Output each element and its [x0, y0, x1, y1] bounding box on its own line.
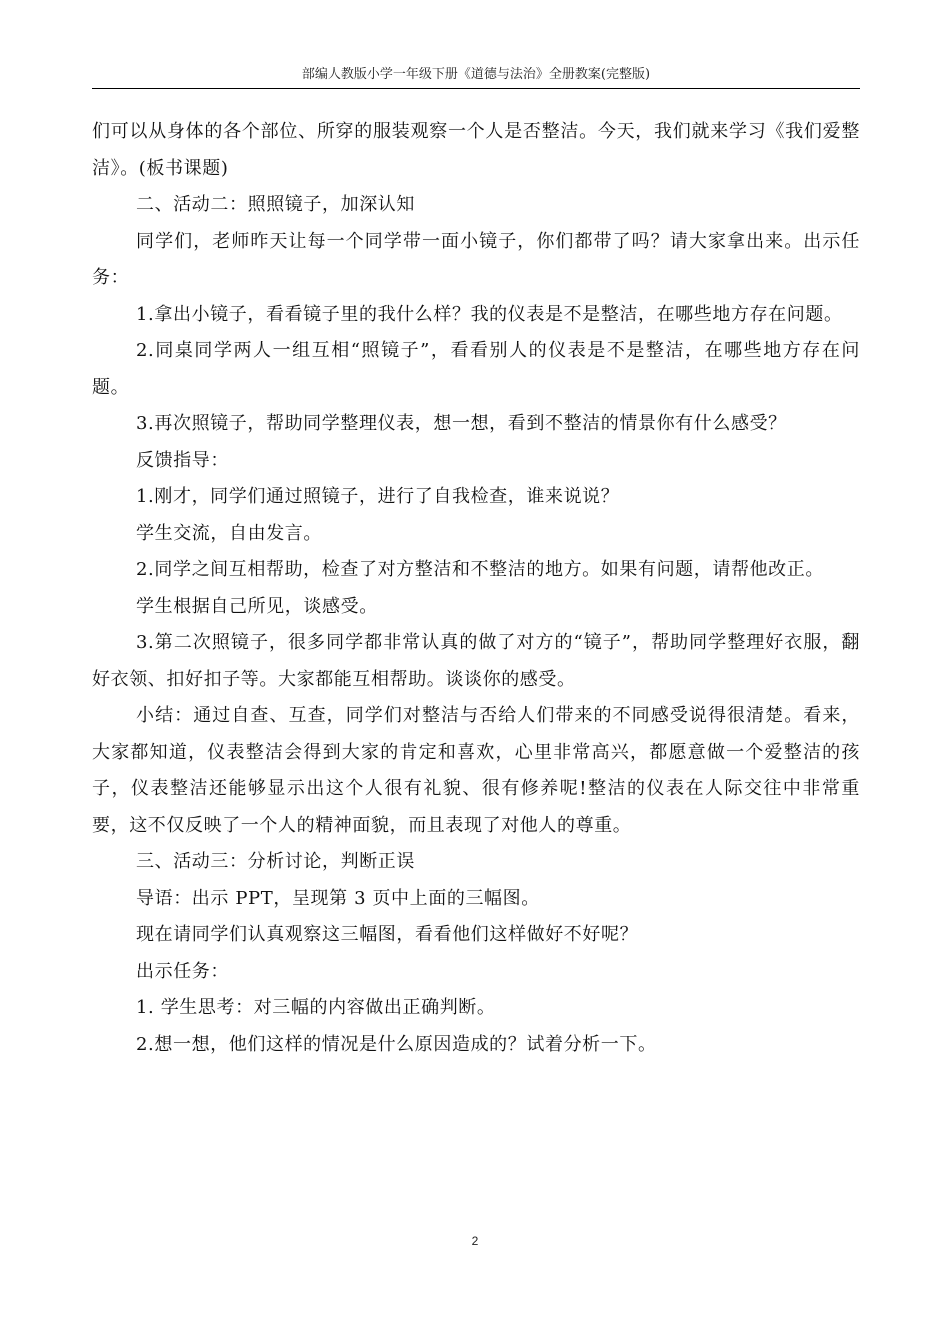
section-heading-activity-2: 二、活动二：照照镜子，加深认知: [136, 194, 415, 215]
feedback-item: 1.刚才，同学们通过照镜子，进行了自我检查，谁来说说？: [136, 486, 620, 507]
summary-paragraph: 小结：通过自查、互查，同学们对整洁与否给人们带来的不同感受说得很清楚。看来，大家都知道，仪表整洁会得到大家的肯定和喜欢，心里非常高兴，都愿意做一个爱整洁的孩子，仪表整洁还能够显示出这个人很有礼貌、很有修养呢!整洁的仪表在人际交往中非常重要，这不仅反映了一个人的精神面貌，而且表现了对他人的尊重。: [92, 705, 860, 836]
page-number: 2: [471, 1234, 479, 1248]
task-item: 1.拿出小镜子，看看镜子里的我什么样？我的仪表是不是整洁，在哪些地方存在问题。: [136, 303, 843, 325]
subheading-feedback: 反馈指导：: [136, 449, 229, 471]
task-item: 1. 学生思考：对三幅的内容做出正确判断。: [136, 997, 496, 1018]
task-item: 3.再次照镜子，帮助同学整理仪表，想一想，看到不整洁的情景你有什么感受？: [136, 413, 787, 434]
subheading-tasks: 出示任务：: [136, 960, 229, 982]
paragraph: 学生交流，自由发言。: [136, 522, 322, 544]
header-divider: [92, 88, 860, 89]
feedback-item: 3.第二次照镜子，很多同学都非常认真的做了对方的“镜子”，帮助同学整理好衣服，翻好衣领、扣好扣子等。大家都能互相帮助。谈谈你的感受。: [92, 632, 860, 690]
paragraph: 们可以从身体的各个部位、所穿的服装观察一个人是否整洁。今天，我们就来学习《我们爱整洁》。(板书课题): [92, 121, 860, 179]
feedback-item: 2.同学之间互相帮助，检查了对方整洁和不整洁的地方。如果有问题，请帮他改正。: [136, 559, 824, 580]
task-item: 2.想一想，他们这样的情况是什么原因造成的？试着分析一下。: [136, 1033, 657, 1055]
paragraph: 现在请同学们认真观察这三幅图，看看他们这样做好不好呢？: [136, 924, 639, 945]
paragraph: 导语：出示 PPT，呈现第 3 页中上面的三幅图。: [136, 887, 540, 909]
task-item: 2.同桌同学两人一组互相“照镜子”，看看别人的仪表是不是整洁，在哪些地方存在问题。: [92, 340, 860, 398]
running-header: 部编人教版小学一年级下册《道德与法治》全册教案(完整版): [301, 67, 651, 82]
paragraph: 同学们，老师昨天让每一个同学带一面小镜子，你们都带了吗？请大家拿出来。出示任务：: [92, 230, 860, 288]
document-body: [92, 114, 860, 1063]
section-heading-activity-3: 三、活动三：分析讨论，判断正误: [136, 851, 415, 872]
paragraph: 学生根据自己所见，谈感受。: [136, 595, 378, 617]
